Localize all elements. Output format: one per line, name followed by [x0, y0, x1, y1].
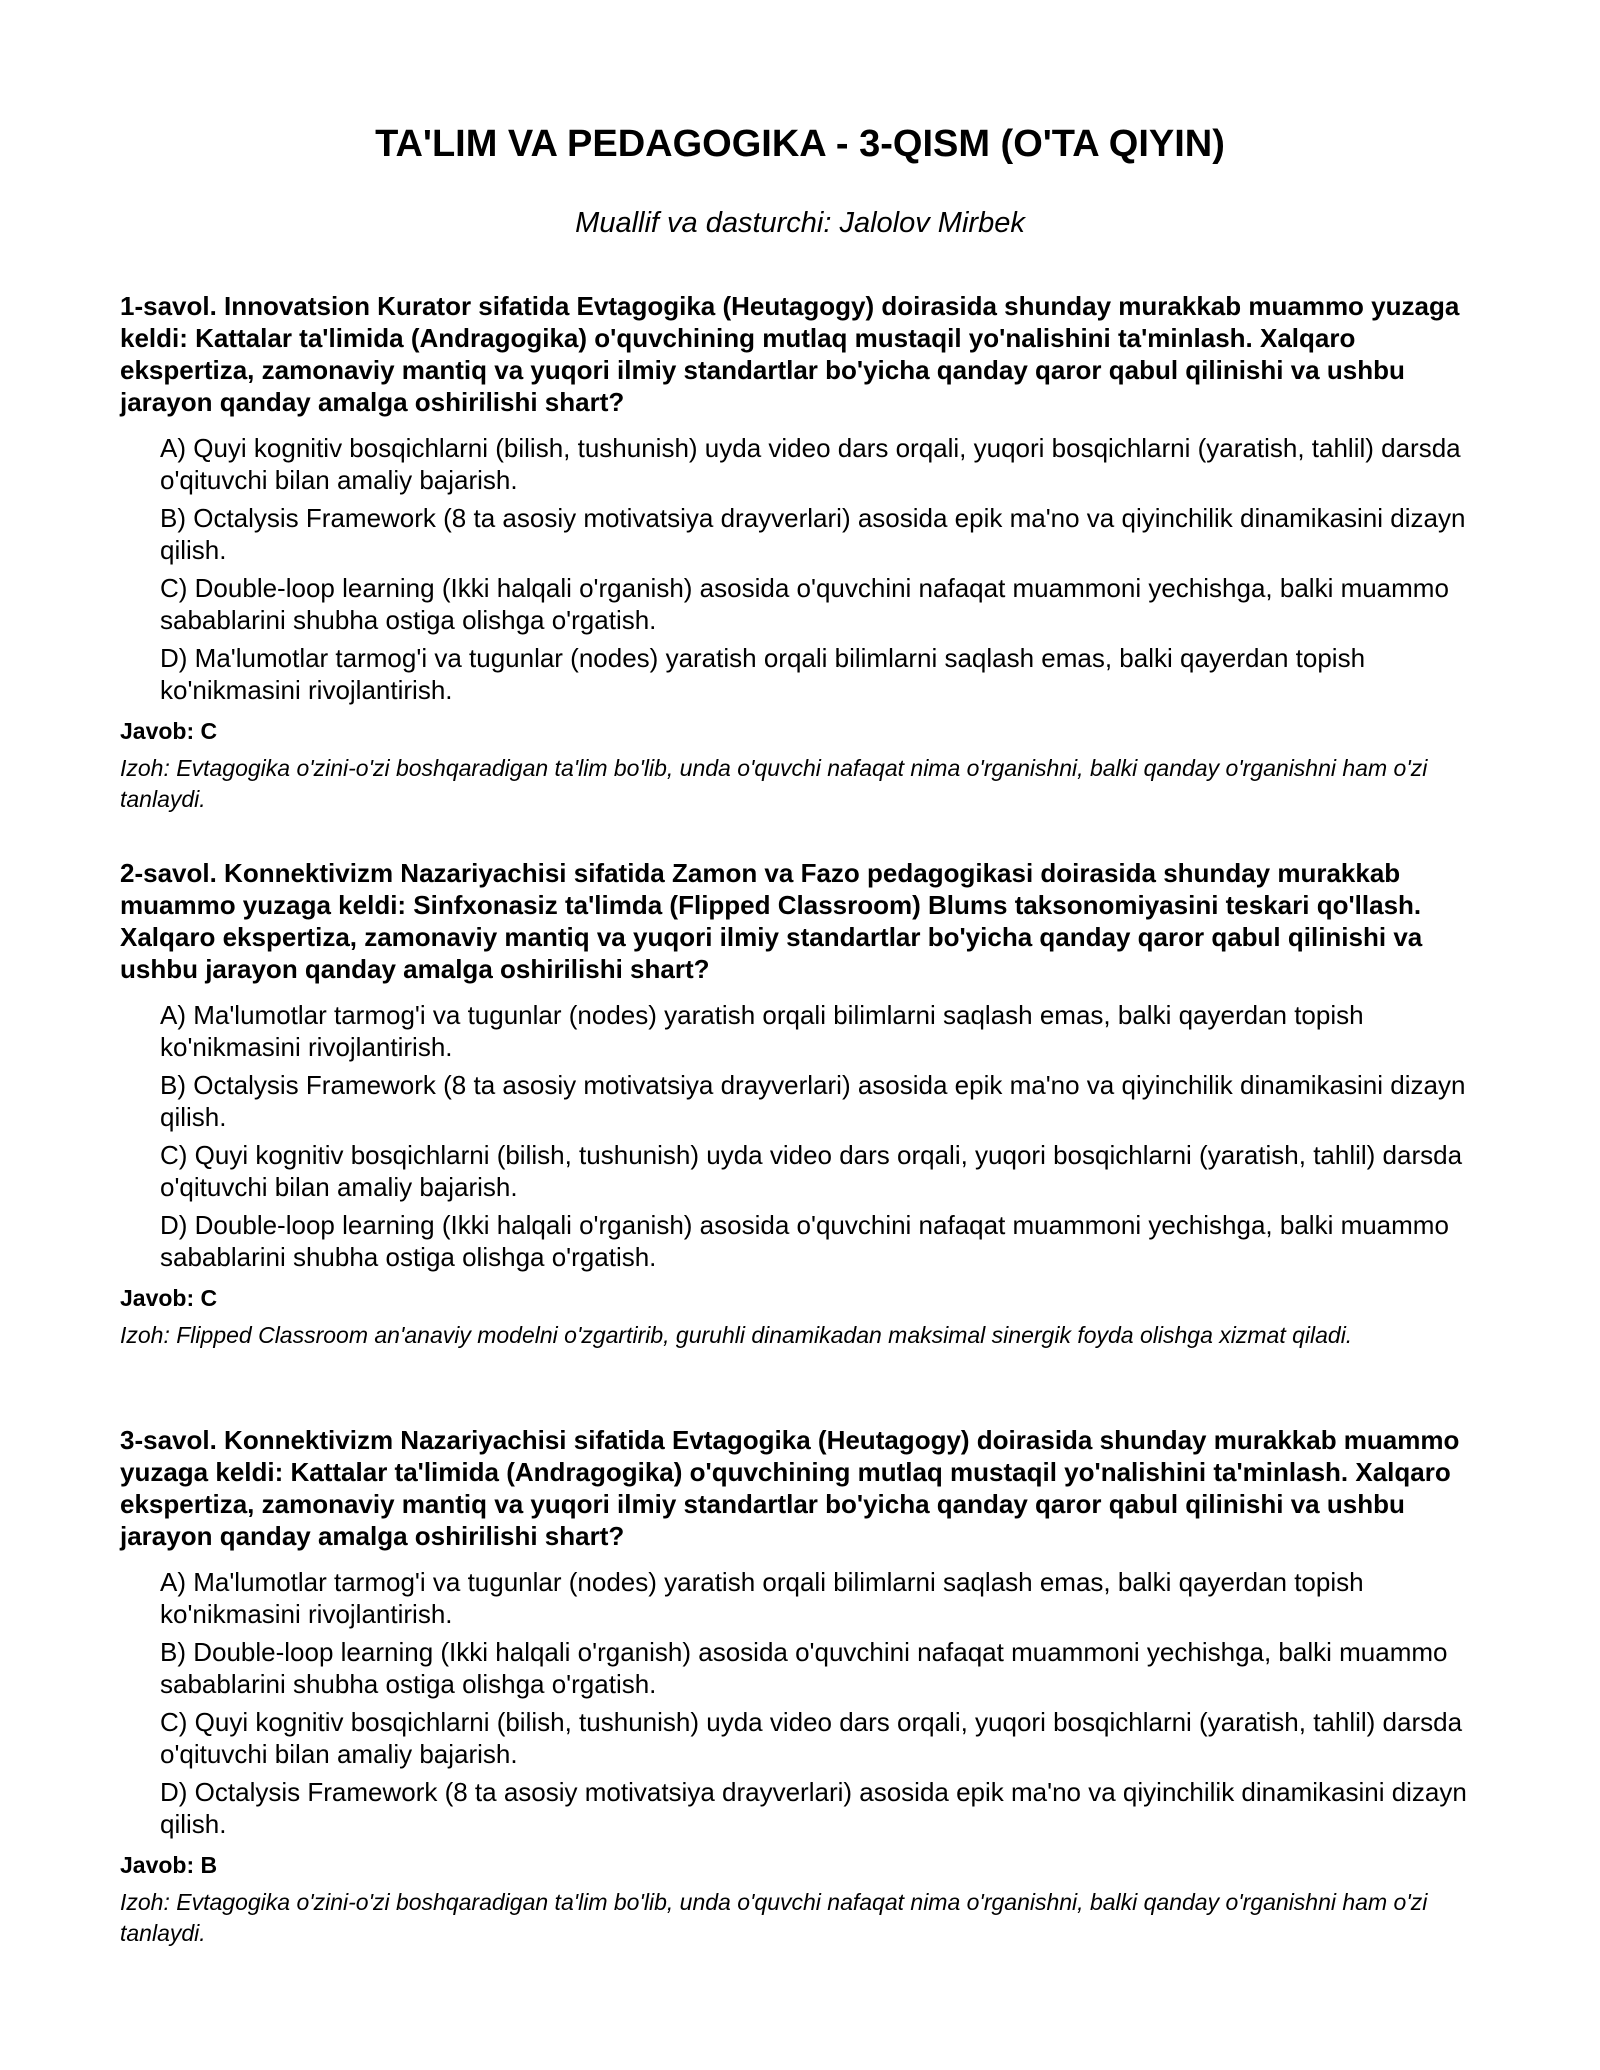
option-b: B) Octalysis Framework (8 ta asosiy motivatsiya drayverlari) asosida epik ma'no va qiyinchilik dinamikasini dizayn qilish. — [160, 1070, 1466, 1132]
question-1 — [120, 290, 1480, 815]
option-d: D) Octalysis Framework (8 ta asosiy motivatsiya drayverlari) asosida epik ma'no va qiyinchilik dinamikasini dizayn qilish. — [160, 1777, 1467, 1839]
option-list — [120, 1000, 1480, 1273]
question-text: 2-savol. Konnektivizm Nazariyachisi sifatida Zamon va Fazo pedagogikasi doirasida shunday murakkab muammo yuzaga keldi: Sinfxonasiz ta'limda (Flipped Classroom) Blums taksonomiyasini teskari qo'llash. Xalqaro ekspertiza, zamonaviy mantiq va yuqori ilmiy standartlar bo'yicha qanday qaror qabul qilinishi va ushbu jarayon qanday amalga oshirilishi shart? — [120, 858, 1423, 984]
option-a: A) Ma'lumotlar tarmog'i va tugunlar (nodes) yaratish orqali bilimlarni saqlash emas, balki qayerdan topish ko'nikmasini rivojlantirish. — [160, 1567, 1364, 1629]
option-c: C) Quyi kognitiv bosqichlarni (bilish, tushunish) uyda video dars orqali, yuqori bosqichlarni (yaratish, tahlil) darsda o'qituvchi bilan amaliy bajarish. — [160, 1140, 1463, 1202]
option-list — [120, 433, 1480, 706]
document-subtitle: Muallif va dasturchi: Jalolov Mirbek — [575, 207, 1025, 239]
explanation-note: Izoh: Evtagogika o'zini-o'zi boshqaradigan ta'lim bo'lib, unda o'quvchi nafaqat nima o'rganishni, balki qanday o'rganishni ham o'zi tanlaydi. — [120, 1889, 1428, 1946]
question-3 — [120, 1424, 1480, 1949]
option-c: C) Quyi kognitiv bosqichlarni (bilish, tushunish) uyda video dars orqali, yuqori bosqichlarni (yaratish, tahlil) darsda o'qituvchi bilan amaliy bajarish. — [160, 1707, 1463, 1769]
option-b: B) Double-loop learning (Ikki halqali o'rganish) asosida o'quvchini nafaqat muammoni yechishga, balki muammo sabablarini shubha ostiga olishga o'rgatish. — [160, 1637, 1448, 1699]
option-a: A) Quyi kognitiv bosqichlarni (bilish, tushunish) uyda video dars orqali, yuqori bosqichlarni (yaratish, tahlil) darsda o'qituvchi bilan amaliy bajarish. — [160, 433, 1461, 495]
option-a: A) Ma'lumotlar tarmog'i va tugunlar (nodes) yaratish orqali bilimlarni saqlash emas, balki qayerdan topish ko'nikmasini rivojlantirish. — [160, 1000, 1364, 1062]
question-2 — [120, 857, 1480, 1351]
document-title: TA'LIM VA PEDAGOGIKA - 3-QISM (O'TA QIYIN) — [375, 123, 1225, 165]
explanation-note: Izoh: Flipped Classroom an'anaviy modelni o'zgartirib, guruhli dinamikadan maksimal sinergik foyda olishga xizmat qiladi. — [120, 1322, 1353, 1348]
option-d: D) Double-loop learning (Ikki halqali o'rganish) asosida o'quvchini nafaqat muammoni yechishga, balki muammo sabablarini shubha ostiga olishga o'rgatish. — [160, 1210, 1449, 1272]
question-text: 1-savol. Innovatsion Kurator sifatida Evtagogika (Heutagogy) doirasida shunday murakkab muammo yuzaga keldi: Kattalar ta'limida (Andragogika) o'quvchining mutlaq mustaqil yo'nalishini ta'minlash. Xalqaro ekspertiza, zamonaviy mantiq va yuqori ilmiy standartlar bo'yicha qanday qaror qabul qilinishi va ushbu jarayon qanday amalga oshirilishi shart? — [120, 291, 1460, 417]
answer-label: Javob: B — [120, 1852, 218, 1878]
option-c: C) Double-loop learning (Ikki halqali o'rganish) asosida o'quvchini nafaqat muammoni yechishga, balki muammo sabablarini shubha ostiga olishga o'rgatish. — [160, 573, 1449, 635]
answer-label: Javob: C — [120, 718, 218, 744]
option-d: D) Ma'lumotlar tarmog'i va tugunlar (nodes) yaratish orqali bilimlarni saqlash emas, balki qayerdan topish ko'nikmasini rivojlantirish. — [160, 643, 1366, 705]
document-page — [120, 0, 1480, 2070]
question-text: 3-savol. Konnektivizm Nazariyachisi sifatida Evtagogika (Heutagogy) doirasida shunday murakkab muammo yuzaga keldi: Kattalar ta'limida (Andragogika) o'quvchining mutlaq mustaqil yo'nalishini ta'minlash. Xalqaro ekspertiza, zamonaviy mantiq va yuqori ilmiy standartlar bo'yicha qanday qaror qabul qilinishi va ushbu jarayon qanday amalga oshirilishi shart? — [120, 1425, 1460, 1551]
option-list — [120, 1567, 1480, 1840]
option-b: B) Octalysis Framework (8 ta asosiy motivatsiya drayverlari) asosida epik ma'no va qiyinchilik dinamikasini dizayn qilish. — [160, 503, 1466, 565]
answer-label: Javob: C — [120, 1285, 218, 1311]
explanation-note: Izoh: Evtagogika o'zini-o'zi boshqaradigan ta'lim bo'lib, unda o'quvchi nafaqat nima o'rganishni, balki qanday o'rganishni ham o'zi tanlaydi. — [120, 755, 1428, 812]
